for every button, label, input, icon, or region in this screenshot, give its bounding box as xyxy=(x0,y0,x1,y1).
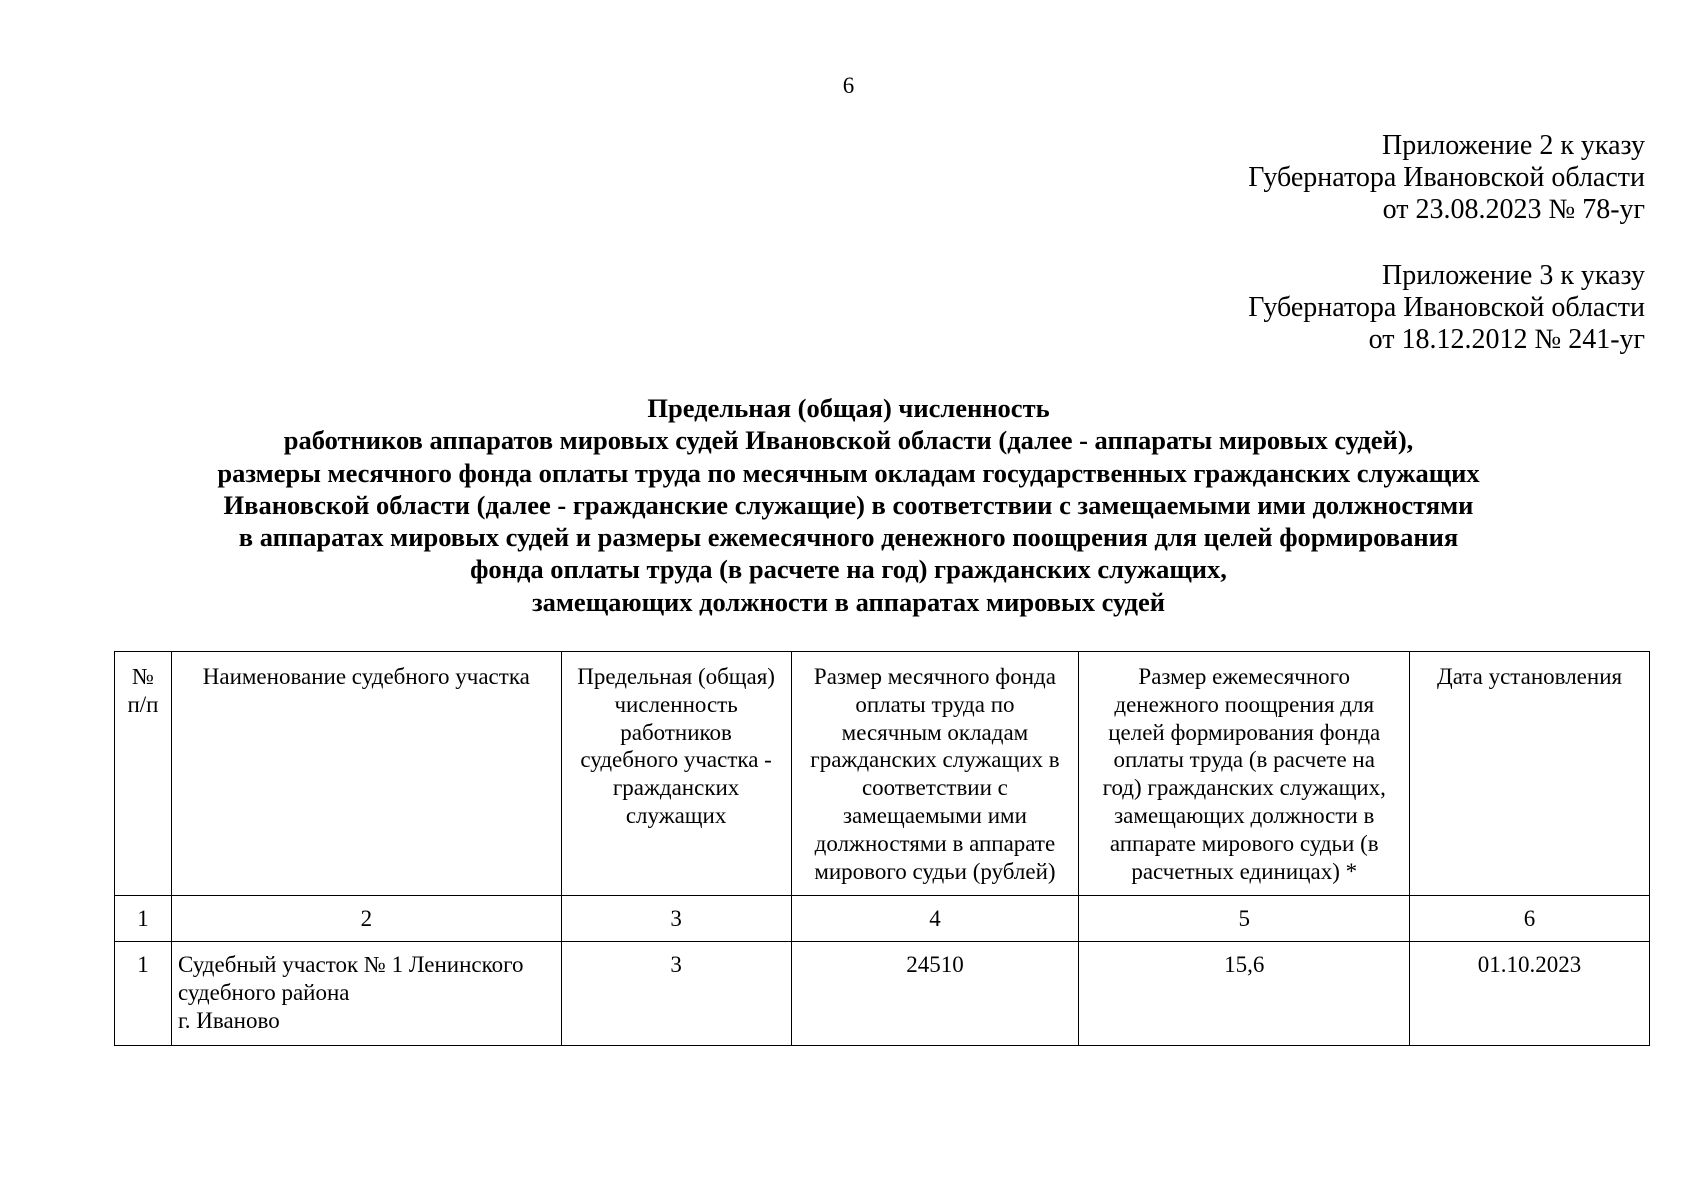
page-number: 6 xyxy=(842,73,855,98)
header-line: соответствии с xyxy=(861,775,1008,801)
header-line: оплаты труда (в расчете на xyxy=(1113,747,1375,773)
annex-2-line: Приложение 2 к указу xyxy=(1382,130,1645,161)
title-line: размеры месячного фонда оплаты труда по месячным окладам государственных гражданских служащих xyxy=(217,457,1480,488)
header-line: служащих xyxy=(625,802,727,828)
annex-2-line: от 23.08.2023 № 78-уг xyxy=(1382,194,1645,225)
annex-3-reference xyxy=(945,260,1645,356)
document-title xyxy=(0,392,1697,618)
header-line: замещающих должности в xyxy=(1114,802,1375,828)
header-line: оплаты труда по xyxy=(855,691,1015,717)
column-number: 4 xyxy=(791,896,1079,942)
column-number: 1 xyxy=(115,896,172,942)
monthly-bonus-value: 15,6 xyxy=(1079,942,1410,1045)
header-line: месячным окладам xyxy=(841,719,1029,745)
date-value: 01.10.2023 xyxy=(1410,942,1650,1045)
annex-3-line: от 18.12.2012 № 241-уг xyxy=(1368,324,1645,355)
title-line: Предельная (общая) численность xyxy=(647,393,1050,423)
monthly-fund-value: 24510 xyxy=(791,942,1079,1045)
header-line: гражданских служащих в xyxy=(810,747,1060,773)
district-name-line: г. Иваново xyxy=(177,1007,280,1033)
annex-2-reference xyxy=(945,130,1645,226)
header-line: Размер ежемесячного xyxy=(1138,664,1351,689)
header-line: п/п xyxy=(127,691,159,717)
header-staff-limit xyxy=(561,652,791,896)
annex-2-line: Губернатора Ивановской области xyxy=(1248,162,1645,193)
header-line: целей формирования фонда xyxy=(1108,719,1381,745)
table-header-row xyxy=(115,652,1650,896)
title-line: работников аппаратов мировых судей Ивановской области (далее - аппараты мировых судей), xyxy=(283,425,1414,456)
header-monthly-bonus xyxy=(1079,652,1410,896)
column-number: 5 xyxy=(1079,896,1410,942)
header-line: Наименование судебного участка xyxy=(202,664,530,689)
title-line: фонда оплаты труда (в расчете на год) гражданских служащих, xyxy=(470,554,1227,585)
header-number xyxy=(115,652,172,896)
header-line: судебного участка - xyxy=(580,747,772,773)
annex-3-line: Приложение 3 к указу xyxy=(1382,260,1645,291)
table-row xyxy=(115,942,1650,1045)
header-line: работников xyxy=(620,719,732,745)
district-name-line: Судебный участок № 1 Ленинского xyxy=(177,952,524,978)
title-line: замещающих должности в аппаратах мировых судей xyxy=(531,586,1166,617)
header-line: Предельная (общая) xyxy=(577,664,775,689)
title-line: Ивановской области (далее - гражданские служащие) в соответствии с замещаемыми ими должностями xyxy=(223,489,1474,520)
header-line: Дата установления xyxy=(1437,664,1623,689)
row-number: 1 xyxy=(115,942,172,1045)
district-name-line: судебного района xyxy=(177,979,350,1005)
header-line: год) гражданских служащих, xyxy=(1102,775,1386,801)
title-line: в аппаратах мировых судей и размеры ежемесячного денежного поощрения для целей формирования xyxy=(238,522,1459,553)
header-line: численность xyxy=(614,691,738,717)
header-line: аппарате мирового судьи (в xyxy=(1109,830,1379,856)
header-line: Размер месячного фонда xyxy=(813,664,1056,689)
column-number: 6 xyxy=(1410,896,1650,942)
staff-limits-table xyxy=(114,651,1650,1046)
column-number: 3 xyxy=(561,896,791,942)
header-line: гражданских xyxy=(612,775,740,801)
header-line: замещаемыми ими xyxy=(842,802,1027,828)
header-line: № xyxy=(132,664,154,689)
header-line: должностями в аппарате xyxy=(814,830,1056,856)
column-numbers-row xyxy=(115,896,1650,942)
header-district-name xyxy=(171,652,561,896)
header-line: денежного поощрения для xyxy=(1114,691,1375,717)
header-line: расчетных единицах) * xyxy=(1131,858,1358,884)
district-name xyxy=(171,942,561,1045)
header-monthly-fund xyxy=(791,652,1079,896)
annex-3-line: Губернатора Ивановской области xyxy=(1248,292,1645,323)
staff-limit-value: 3 xyxy=(561,942,791,1045)
column-number: 2 xyxy=(171,896,561,942)
header-line: мирового судьи (рублей) xyxy=(814,858,1056,884)
header-date xyxy=(1410,652,1650,896)
